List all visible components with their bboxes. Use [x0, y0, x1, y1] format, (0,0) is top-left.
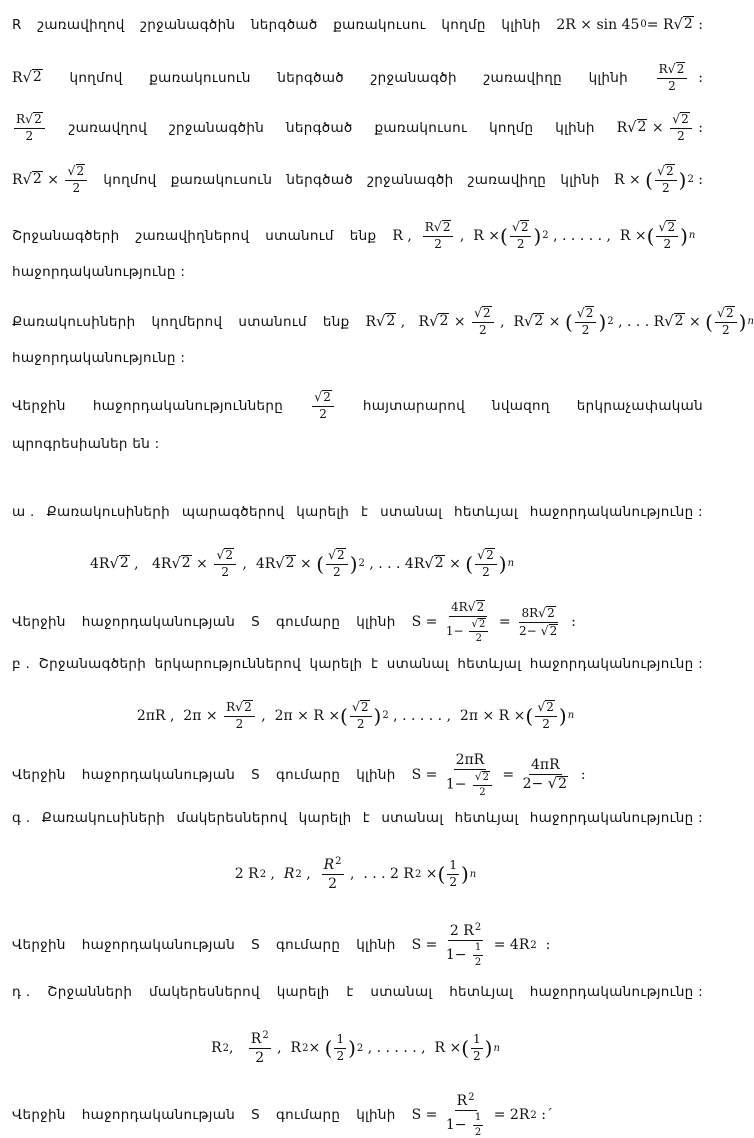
word: գ .	[12, 810, 31, 826]
math-expression: 2R × sin 45 0 = R √ 2 :	[556, 16, 703, 33]
word: կլինի	[501, 16, 541, 33]
word: կլինի	[555, 119, 595, 136]
word: կարելի	[296, 504, 350, 520]
section-c-sequence	[0, 856, 711, 892]
section-a-lead	[12, 504, 703, 520]
text-line-8	[12, 350, 703, 366]
word: Քառակուսիների	[41, 810, 166, 826]
word: Վերջին	[12, 397, 66, 414]
word: հաջորդականության	[81, 937, 236, 954]
word: հաջորդականությունը :	[529, 504, 703, 520]
word: ներգծած	[250, 16, 318, 33]
word: հետևյալ	[454, 810, 519, 826]
word: հաջորդականության	[81, 767, 236, 784]
section-c-lead	[12, 810, 703, 826]
word: հաջորդականությունը :	[529, 984, 703, 1000]
math-expression: R √ 2 2 :	[658, 61, 703, 93]
word: քառակուսուն	[170, 171, 273, 188]
word: հաջորդականության	[81, 1107, 236, 1124]
word: երկրաչափական	[576, 397, 703, 414]
section-b-sum	[12, 752, 703, 798]
word: ստանալ	[370, 984, 433, 1000]
word: ներգծած	[277, 69, 344, 86]
word: կողմը	[441, 16, 486, 33]
math-expression: R √ 2 , R √ 2 × √ 2 2 , R √ 2 × ( √ 2 2 ) 2 , . . . R √ 2 × ( √ 2 2 ) n	[365, 305, 754, 337]
section-c-sum	[12, 922, 703, 968]
word: S	[251, 767, 260, 784]
word: քառակուսուն	[149, 69, 251, 86]
section-a-sequence	[90, 548, 514, 580]
math-expression: S = $R^2$ 1− $\frac{1}{2}$ = 2R 2 :´	[411, 1092, 553, 1138]
word: է	[362, 810, 371, 826]
word: կողմերով	[151, 313, 223, 330]
word: հաջորդականությունը :	[529, 810, 703, 826]
text-line-4	[12, 164, 703, 196]
word: գումարը	[275, 614, 341, 631]
word: Քառակուսիների	[46, 504, 171, 520]
math-expression: 2 R 2 , R 2 , $\frac{R^2}{2}$ , . . . 2 R 2 × ( $\frac{1}{2}$ ) n	[234, 856, 477, 893]
word: գումարը	[275, 1107, 341, 1124]
word: S	[251, 614, 260, 631]
word: մակերեսներով	[176, 810, 288, 826]
text-line-6	[12, 264, 703, 280]
math-expression: 2πR , 2π × R √ 2 2 , 2π × R × ( √ 2 2 ) 2 , . . . . . , 2π × R × ( √ 2 2 ) n	[136, 699, 575, 731]
section-b-lead	[12, 656, 703, 672]
text-line-1	[12, 16, 703, 33]
word: Վերջին	[12, 937, 66, 954]
word: Քառակուսիների	[12, 313, 136, 330]
word: ստանալ	[381, 810, 444, 826]
section-a-sum	[12, 600, 703, 645]
word: կլինի	[588, 69, 628, 86]
word: կողմով	[103, 171, 157, 188]
word: հաջորդականության	[81, 614, 236, 631]
math-expression: R √ 2 2	[12, 112, 47, 144]
word: ստանալ	[380, 504, 443, 520]
text-line-5	[12, 220, 703, 252]
word: ստանում	[238, 313, 307, 330]
word: կլինի	[356, 1107, 396, 1124]
word: հաջորդականությունը :	[12, 350, 186, 366]
text-line-2	[12, 62, 703, 94]
math-expression: R , R √ 2 2 , R × ( √ 2 2 ) 2 , . . . . . , R × ( √ 2 2 ) n	[392, 219, 696, 251]
math-expression: S = 2 $R^2$ 1− $\frac{1}{2}$ = 4R 2 :	[411, 922, 551, 968]
word: քառակուսու	[374, 119, 468, 136]
word: է	[370, 656, 379, 672]
word: կարելի	[298, 810, 352, 826]
section-b-sequence	[0, 700, 711, 732]
word: շառավիղը	[467, 171, 547, 188]
word: կարելի	[309, 656, 363, 672]
word: Վերջին	[12, 614, 66, 631]
word: կլինի	[356, 614, 396, 631]
word: R	[12, 16, 22, 33]
math-expression: R √ 2 × √ 2 2	[12, 164, 89, 196]
word: բ .	[12, 656, 31, 672]
word: գումարը	[275, 937, 341, 954]
word: ստանում	[265, 227, 334, 244]
word: ստանալ	[386, 656, 449, 672]
word: Վերջին	[12, 767, 66, 784]
word: կողմը	[489, 119, 534, 136]
math-expression: S = 4R √ 2 1− √ 2 2 = 8R √ 2 2− √ 2 :	[411, 599, 576, 645]
word: Շրջանների	[47, 984, 133, 1000]
word: հաջորդականությունը :	[12, 264, 186, 280]
word: Շրջանագծերի	[12, 227, 120, 244]
math-expression: 4R √ 2 , 4R √ 2 × √ 2 2 , 4R √ 2 × ( √ 2 2 ) 2 , . . . 4R √ 2 × ( √ 2 2 ) n	[90, 547, 515, 579]
math-expression: R √ 2	[12, 69, 42, 87]
word: շրջանագծի	[367, 171, 454, 188]
word: կլինի	[356, 937, 396, 954]
word: երկարություններով	[154, 656, 301, 672]
word: ներգծած	[286, 119, 353, 136]
word: շրջանագծի	[370, 69, 457, 86]
text-line-3	[12, 112, 703, 144]
word: է	[346, 984, 354, 1000]
word: շառավիղը	[483, 69, 562, 86]
word: կլինի	[356, 767, 396, 784]
text-line-7	[12, 305, 754, 338]
word: ենք	[349, 227, 377, 244]
word: հետևյալ	[449, 984, 513, 1000]
word: կարելի	[276, 984, 330, 1000]
word: շառավղով	[68, 119, 148, 136]
section-d-sum	[12, 1092, 703, 1138]
math-expression: √ 2 2	[310, 390, 336, 422]
section-d-sequence	[0, 1030, 711, 1066]
word: պարագծերով	[181, 504, 285, 520]
math-expression: R 2 , $\frac{R^2}{2}$ , R 2 × ( $\frac{1}{2}$ ) 2 , . . . . . , R × ( $\frac{1}{2}$ ) n	[211, 1030, 500, 1067]
word: ներգծած	[286, 171, 354, 188]
word: նվազող	[491, 397, 550, 414]
math-expression: R √ 2 × √ 2 2 :	[616, 111, 703, 143]
word: շրջանագծին	[168, 119, 265, 136]
math-expression: S = 2πR 1− √ 2 2 = 4πR 2− √ 2 :	[411, 752, 586, 798]
word: դ .	[12, 984, 31, 1000]
word: քառակուսու	[333, 16, 426, 33]
text-line-10	[12, 436, 703, 452]
word: Վերջին	[12, 1107, 66, 1124]
word: գումարը	[275, 767, 341, 784]
word: շառավիղով	[37, 16, 125, 33]
word: S	[251, 1107, 260, 1124]
word: հետևյալ	[457, 656, 522, 672]
word: շառավիղներով	[135, 227, 250, 244]
math-expression: R × ( √ 2 2 ) 2 :	[613, 163, 703, 195]
word: մակերեսներով	[149, 984, 260, 1000]
word: հաջորդականությունները	[92, 397, 284, 414]
word: կլինի	[560, 171, 600, 188]
word: Շրջանագծերի	[38, 656, 147, 672]
word: կողմով	[69, 69, 123, 86]
text-line-9	[12, 390, 703, 422]
word: հաջորդականությունը :	[529, 656, 703, 672]
word: պրոգրեսիաներ են :	[12, 436, 160, 452]
word: է	[361, 504, 369, 520]
word: հետևյալ	[454, 504, 518, 520]
word: ենք	[322, 313, 350, 330]
word: ա .	[12, 504, 35, 520]
word: շրջանագծին	[140, 16, 236, 33]
word: S	[251, 937, 260, 954]
section-d-lead	[12, 984, 703, 1000]
word: հայտարարով	[362, 397, 465, 414]
